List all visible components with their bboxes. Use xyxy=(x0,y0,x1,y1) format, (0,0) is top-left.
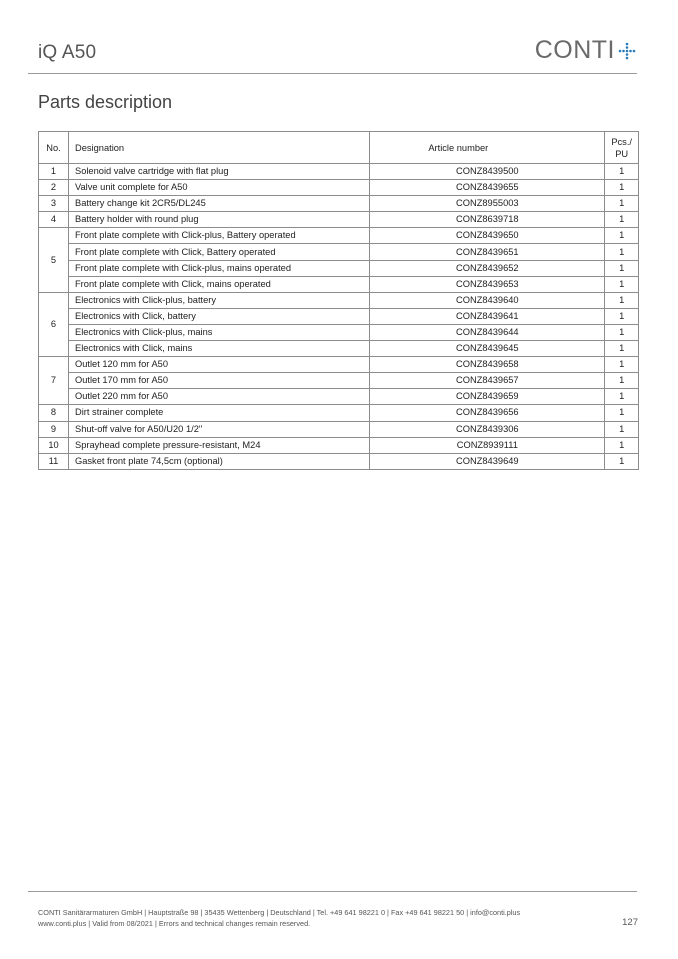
cell-no: 9 xyxy=(39,421,69,437)
cell-article-number: CONZ8639718 xyxy=(370,212,605,228)
cell-article-number: CONZ8439641 xyxy=(370,308,605,324)
table-row xyxy=(39,389,639,405)
cell-article-number: CONZ8939111 xyxy=(370,437,605,453)
table-row xyxy=(39,212,639,228)
cell-article-number: CONZ8439649 xyxy=(370,453,605,469)
cell-pcs: 1 xyxy=(605,421,639,437)
cell-designation: Shut-off valve for A50/U20 1/2" xyxy=(69,421,370,437)
cell-pcs: 1 xyxy=(605,437,639,453)
cell-article-number: CONZ8439653 xyxy=(370,276,605,292)
cell-no: 3 xyxy=(39,196,69,212)
cell-pcs: 1 xyxy=(605,164,639,180)
cell-article-number: CONZ8439651 xyxy=(370,244,605,260)
table-row xyxy=(39,421,639,437)
cell-pcs: 1 xyxy=(605,228,639,244)
cell-pcs: 1 xyxy=(605,276,639,292)
cell-article-number: CONZ8955003 xyxy=(370,196,605,212)
table-row xyxy=(39,453,639,469)
table-row xyxy=(39,373,639,389)
table-row xyxy=(39,164,639,180)
table-row xyxy=(39,341,639,357)
cell-no: 2 xyxy=(39,180,69,196)
cell-designation: Outlet 120 mm for A50 xyxy=(69,357,370,373)
cell-no: 4 xyxy=(39,212,69,228)
cell-no: 7 xyxy=(39,357,69,405)
table-row xyxy=(39,260,639,276)
cell-no: 10 xyxy=(39,437,69,453)
cell-pcs: 1 xyxy=(605,405,639,421)
cell-pcs: 1 xyxy=(605,196,639,212)
cell-designation: Electronics with Click-plus, battery xyxy=(69,292,370,308)
footer-validity: www.conti.plus | Valid from 08/2021 | Errors and technical changes remain reserved. xyxy=(38,919,311,928)
table-row xyxy=(39,292,639,308)
cell-pcs: 1 xyxy=(605,373,639,389)
cell-designation: Front plate complete with Click-plus, Battery operated xyxy=(69,228,370,244)
table-header-row xyxy=(39,132,639,164)
footer-address: CONTI Sanitärarmaturen GmbH | Hauptstraße 98 | 35435 Wettenberg | Deutschland | Tel. +49 641 98221 0 | Fax +49 641 98221 50 | info@conti.plus xyxy=(38,908,521,917)
cell-pcs: 1 xyxy=(605,180,639,196)
cell-designation: Front plate complete with Click, Battery operated xyxy=(69,244,370,260)
cell-pcs: 1 xyxy=(605,324,639,340)
cell-pcs: 1 xyxy=(605,341,639,357)
cell-pcs: 1 xyxy=(605,244,639,260)
cell-article-number: CONZ8439500 xyxy=(370,164,605,180)
header-article-number: Article number xyxy=(370,132,605,164)
cell-designation: Valve unit complete for A50 xyxy=(69,180,370,196)
table-row xyxy=(39,437,639,453)
cell-designation: Battery holder with round plug xyxy=(69,212,370,228)
cell-pcs: 1 xyxy=(605,389,639,405)
table-row xyxy=(39,244,639,260)
table-row xyxy=(39,228,639,244)
header-no: No. xyxy=(39,132,69,164)
header-pcs: Pcs./ xyxy=(611,136,632,147)
cell-article-number: CONZ8439658 xyxy=(370,357,605,373)
cell-article-number: CONZ8439657 xyxy=(370,373,605,389)
header-pu: PU xyxy=(615,148,629,159)
cell-designation: Gasket front plate 74,5cm (optional) xyxy=(69,453,370,469)
table-row xyxy=(39,324,639,340)
page-footer xyxy=(38,907,520,929)
cell-pcs: 1 xyxy=(605,212,639,228)
table-row xyxy=(39,196,639,212)
section-title: Parts description xyxy=(38,92,173,112)
conti-logo xyxy=(535,36,636,65)
cell-pcs: 1 xyxy=(605,453,639,469)
cell-article-number: CONZ8439644 xyxy=(370,324,605,340)
table-row xyxy=(39,276,639,292)
header-designation: Designation xyxy=(69,132,370,164)
cell-designation: Front plate complete with Click, mains operated xyxy=(69,276,370,292)
cell-pcs: 1 xyxy=(605,292,639,308)
cell-article-number: CONZ8439650 xyxy=(370,228,605,244)
cell-no: 1 xyxy=(39,164,69,180)
document-title: iQ A50 xyxy=(38,42,97,63)
cell-designation: Electronics with Click, battery xyxy=(69,308,370,324)
parts-table-body xyxy=(39,164,639,470)
footer-divider xyxy=(28,891,637,892)
cell-pcs: 1 xyxy=(605,308,639,324)
cell-no: 5 xyxy=(39,228,69,292)
cell-article-number: CONZ8439659 xyxy=(370,389,605,405)
cell-no: 11 xyxy=(39,453,69,469)
cell-designation: Dirt strainer complete xyxy=(69,405,370,421)
cell-article-number: CONZ8439645 xyxy=(370,341,605,357)
table-row xyxy=(39,180,639,196)
cell-pcs: 1 xyxy=(605,260,639,276)
cell-designation: Solenoid valve cartridge with flat plug xyxy=(69,164,370,180)
cell-designation: Front plate complete with Click-plus, mains operated xyxy=(69,260,370,276)
cell-no: 8 xyxy=(39,405,69,421)
cell-no: 6 xyxy=(39,292,69,356)
logo-wordmark: CONTI xyxy=(534,36,615,64)
cell-designation: Outlet 220 mm for A50 xyxy=(69,389,370,405)
cell-designation: Electronics with Click, mains xyxy=(69,341,370,357)
table-row xyxy=(39,405,639,421)
parts-table xyxy=(38,131,639,470)
header-divider xyxy=(28,73,637,74)
cell-designation: Electronics with Click-plus, mains xyxy=(69,324,370,340)
cell-article-number: CONZ8439656 xyxy=(370,405,605,421)
table-row xyxy=(39,308,639,324)
table-row xyxy=(39,357,639,373)
cell-article-number: CONZ8439655 xyxy=(370,180,605,196)
page-header xyxy=(0,0,678,76)
cell-article-number: CONZ8439640 xyxy=(370,292,605,308)
cell-designation: Battery change kit 2CR5/DL245 xyxy=(69,196,370,212)
cell-article-number: CONZ8439306 xyxy=(370,421,605,437)
cell-designation: Outlet 170 mm for A50 xyxy=(69,373,370,389)
cell-designation: Sprayhead complete pressure-resistant, M24 xyxy=(69,437,370,453)
page-number: 127 xyxy=(622,917,638,928)
logo-cross-icon xyxy=(618,42,636,60)
header-pcs-pu xyxy=(605,132,639,164)
cell-pcs: 1 xyxy=(605,357,639,373)
cell-article-number: CONZ8439652 xyxy=(370,260,605,276)
